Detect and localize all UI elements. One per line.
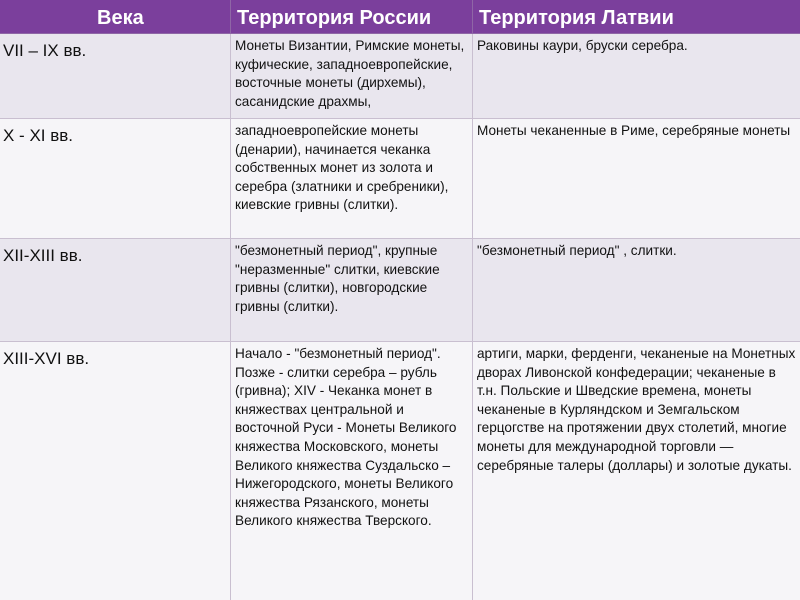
russia-cell: западноевропейские монеты (денарии), начинается чеканка собственных монет из золота и серебра (златники и сребреники), киевские гривны (слитки). (231, 119, 473, 239)
russia-cell: Начало - "безмонетный период". Позже - слитки серебра – рубль (гривна); XIV - Чеканка монет в княжествах центральной и восточной Руси - Монеты Великого княжества Московского, монеты Великого княжества Суздальско – Нижегородского, монеты Великого княжества Рязанского, монеты Великого княжества Тверского. (231, 342, 473, 600)
latvia-cell: Монеты чеканенные в Риме, серебряные монеты (473, 119, 800, 239)
russia-cell: Монеты Византии, Римские монеты, куфические, западноевропейские, восточные монеты (дирхемы), сасанидские драхмы, (231, 34, 473, 119)
century-cell: VII – IX вв. (0, 34, 231, 119)
header-centuries (0, 0, 231, 34)
latvia-cell: "безмонетный период" , слитки. (473, 239, 800, 342)
century-cell: XIII-XVI вв. (0, 342, 231, 600)
header-centuries-label: Века (97, 7, 144, 29)
header-russia (231, 0, 473, 34)
table-row (0, 119, 800, 239)
table-row (0, 239, 800, 342)
header-latvia (473, 0, 800, 34)
latvia-cell: артиги, марки, ферденги, чеканеные на Монетных дворах Ливонской конфедерации; чеканеные в т.н. Польские и Шведские времена, монеты чеканеные в Курляндском и Земгальском герцогстве на протяжении двух столетий, многие монеты для международной торговли — серебряные талеры (доллары) и золотые дукаты. (473, 342, 800, 600)
table-header-row (0, 0, 800, 34)
table-row (0, 34, 800, 119)
header-latvia-label: Территория Латвии (479, 7, 674, 29)
header-russia-label: Территория России (237, 7, 432, 29)
table-row (0, 342, 800, 600)
latvia-cell: Раковины каури, бруски серебра. (473, 34, 800, 119)
russia-cell: "безмонетный период", крупные "неразменные" слитки, киевские гривны (слитки), новгородские гривны (слитки). (231, 239, 473, 342)
century-cell: XII-XIII вв. (0, 239, 231, 342)
century-cell: X - XI вв. (0, 119, 231, 239)
